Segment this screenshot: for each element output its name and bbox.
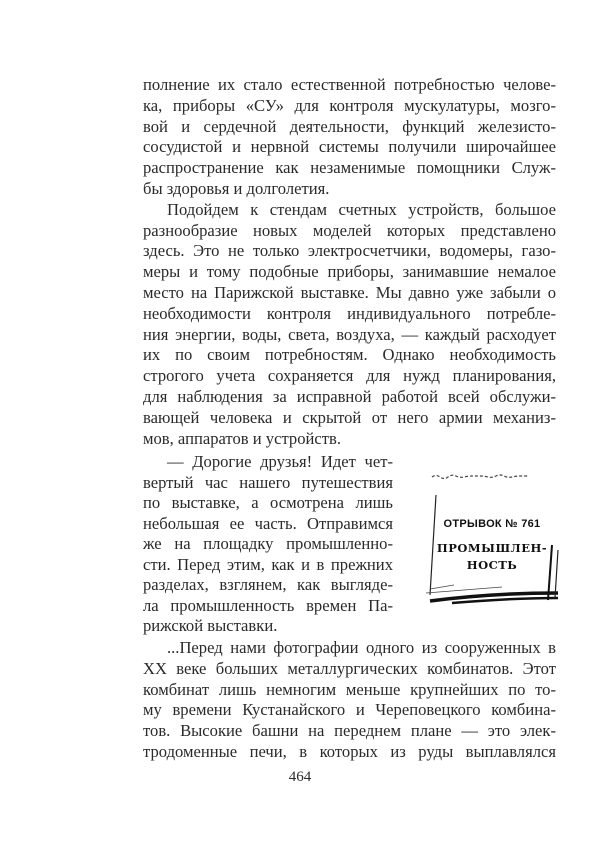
text-line: бы здоровья и долголетия. [143, 178, 330, 198]
text-line: рижской выставки. [143, 616, 278, 635]
clip-label: ОТРЫВОК № 761 [443, 518, 541, 530]
paragraph-3 [143, 452, 393, 637]
text-line: вающей человека и скрытой от него армии механиз- [143, 407, 556, 427]
text-line: разнообразие новых моделей которых представлено [143, 220, 556, 240]
text-line: тродоменные печи, в которых из руды выплавлялся [143, 741, 556, 761]
text-line: Подойдем к стендам счетных устройств, большое [167, 199, 556, 219]
main-text [143, 75, 556, 449]
torn-page-illustration [412, 455, 562, 605]
text-line: ла промышленность времен Па- [143, 595, 393, 615]
text-line: му времени Кустанайского и Череповецкого комбина- [143, 700, 556, 720]
text-line: ка, приборы «СУ» для контроля мускулатуры, мозго- [143, 95, 556, 115]
text-line: ния энергии, воды, света, воздуха, — каждый расходует [143, 324, 556, 344]
text-line: ...Перед нами фотографии одного из сооруженных в [167, 638, 556, 657]
text-line: сти. Перед этим, как и в прежних [143, 554, 393, 574]
text-line: место на Парижской выставке. Мы давно уже забыли о [143, 282, 556, 302]
text-line: распространение как незаменимые помощники Служ- [143, 158, 556, 178]
paragraph-2 [143, 200, 556, 450]
text-line: комбинат лишь немногим меньше крупнейших по то- [143, 679, 556, 699]
text-line: сосудистой и нервной системы получили широчайшее [143, 137, 556, 157]
paragraph-4 [143, 638, 556, 763]
text-line: строгого учета сохраняется для нужд планирования, [143, 366, 556, 386]
text-line: необходимости контроля индивидуального потребле- [143, 303, 556, 323]
page-number: 464 [288, 769, 312, 785]
text-line: мов, аппаратов и устройств. [143, 428, 341, 448]
clip-title-line-2: НОСТЬ [466, 558, 518, 572]
text-line: вертый час нашего путешествия [143, 472, 393, 492]
text-line: для наблюдения за исправной работой всей обслужи- [143, 386, 556, 406]
text-line: их по своим потребностям. Однако необходимость [143, 345, 556, 365]
text-line: — Дорогие друзья! Идет чет- [167, 452, 393, 471]
clip-title-line-1: ПРОМЫШЛЕН- [436, 541, 548, 555]
text-line: по выставке, а осмотрена лишь [143, 493, 393, 512]
paragraph-1 [143, 75, 556, 200]
text-line: полнение их стало естественной потребностью челове- [143, 75, 556, 94]
text-line: небольшая ее часть. Отправимся [143, 513, 393, 533]
text-line: тов. Высокие башни на переднем плане — это элек- [143, 721, 556, 741]
text-line: разделах, взглянем, как выгляде- [143, 575, 393, 594]
text-line: меры и тому подобные приборы, занимавшие немалое [143, 262, 556, 282]
text-line: вой и сердечной деятельности, функций железисто- [143, 116, 556, 136]
text-line: XX веке больших металлургических комбинатов. Этот [143, 658, 556, 678]
text-line: здесь. Это не только электросчетчики, водомеры, газо- [143, 241, 556, 261]
text-line: же на площадку промышленно- [143, 534, 393, 553]
